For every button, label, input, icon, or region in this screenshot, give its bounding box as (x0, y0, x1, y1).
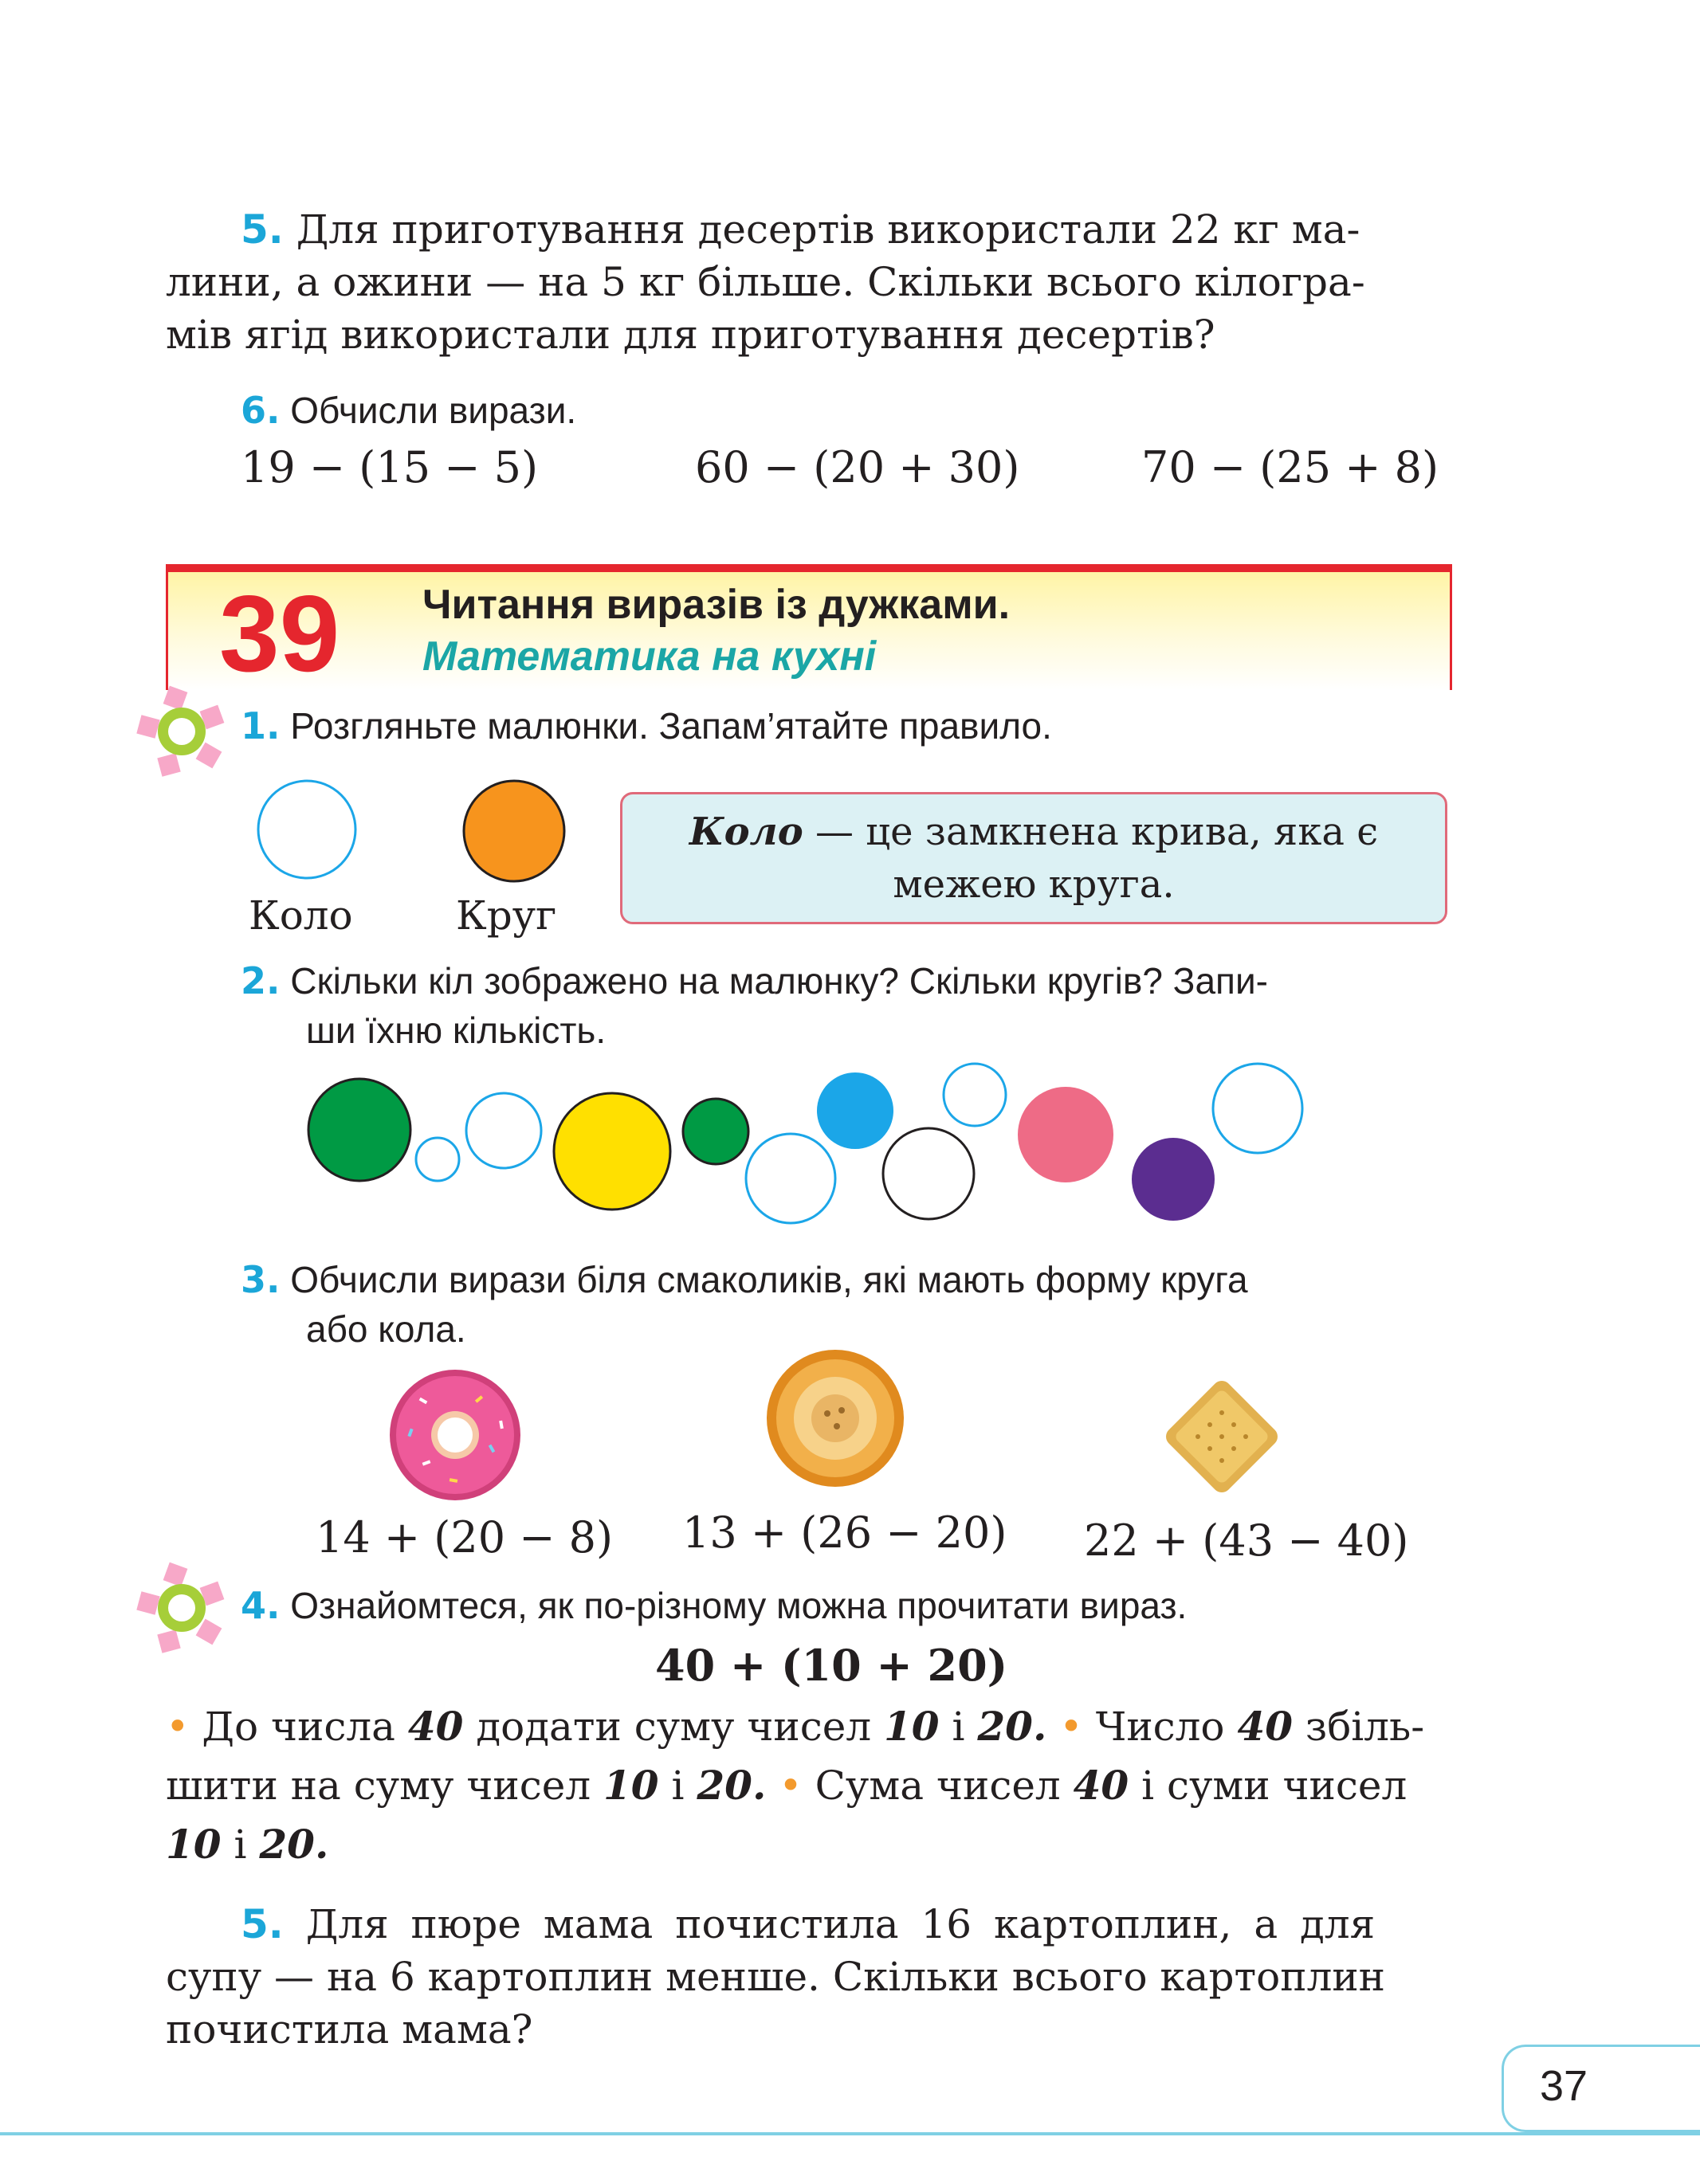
reading-text: і (939, 1704, 978, 1750)
rule-line-1 (622, 806, 1445, 858)
bun-expression: 13 + (26 − 20) (682, 1508, 1007, 1558)
donut-expression: 14 + (20 − 8) (316, 1512, 614, 1563)
donut-icon (387, 1367, 523, 1503)
green-disk (308, 1079, 410, 1181)
expression-3: 70 − (25 + 8) (1141, 442, 1439, 492)
blue-disk (817, 1072, 893, 1149)
bun-icon (764, 1347, 907, 1490)
pink-disk (1018, 1087, 1113, 1182)
task-5-line-1 (166, 1898, 1454, 1951)
circles-illustration (0, 1052, 1700, 1235)
page-number-tab (1502, 2045, 1700, 2132)
task-2-line-2: ши їхню кількість. (306, 1010, 607, 1051)
task-1 (241, 701, 1529, 751)
number-40: 40 (1237, 1703, 1294, 1750)
lesson-number: 39 (219, 573, 340, 694)
reading-text: шити на суму чисел (166, 1762, 603, 1809)
task-text: Обчисли вирази. (290, 390, 577, 431)
rule-text: — це замкнена крива, яка є (803, 810, 1379, 854)
reading-text: Сума чисел (802, 1762, 1074, 1809)
task-4-expression: 40 + (10 + 20) (655, 1640, 1008, 1691)
task-text: Для пюре мама почистила 16 картоплин, а для (305, 1901, 1376, 1947)
bullet: • (1059, 1704, 1083, 1750)
task-number: 2. (241, 959, 281, 1002)
purple-disk (1132, 1138, 1215, 1221)
reading-line-2 (166, 1756, 1454, 1815)
top-task-5 (166, 203, 1454, 361)
period: . (1032, 1703, 1047, 1750)
small-green-disk (683, 1099, 748, 1164)
rule-term: Коло (689, 810, 803, 854)
bullet: • (166, 1704, 190, 1750)
task-3-line-1 (241, 1255, 1452, 1304)
reading-text: і (658, 1762, 697, 1809)
task-3-line-2: або кола. (306, 1308, 466, 1350)
task-2 (241, 956, 1452, 1055)
reading-text: і суми чисел (1129, 1762, 1408, 1809)
expression-2: 60 − (20 + 30) (695, 442, 1020, 492)
top-task-5-line-2: лини, а ожини — на 5 кг більше. Скільки всього кілогра- (166, 259, 1365, 305)
period: . (752, 1762, 767, 1809)
number-10: 10 (166, 1821, 222, 1868)
number-20: 20 (697, 1762, 752, 1809)
expression-1: 19 − (15 − 5) (241, 442, 539, 492)
task-number: 5. (241, 206, 284, 253)
rule-line-2: межею круга. (893, 862, 1175, 907)
outline-circle (746, 1134, 835, 1223)
outline-circle (466, 1093, 541, 1168)
cracker-icon (1154, 1369, 1290, 1504)
lesson-title: Читання виразів із дужками. (422, 582, 1011, 628)
cracker-expression: 22 + (43 − 40) (1084, 1515, 1409, 1566)
task-5-line-3: почистила мама? (166, 2006, 533, 2053)
number-10: 10 (603, 1762, 659, 1809)
task-number: 1. (241, 704, 281, 747)
task-number: 3. (241, 1258, 281, 1301)
task-number: 4. (241, 1584, 281, 1627)
task-text: Розгляньте малюнки. Запам’ятайте правило. (290, 705, 1052, 747)
flower-icon (135, 685, 231, 781)
task-2-line-1 (241, 956, 1452, 1006)
reading-line-1 (166, 1697, 1454, 1756)
period: . (314, 1821, 329, 1868)
small-outline-circle (416, 1138, 459, 1181)
reading-line-3 (166, 1815, 1454, 1874)
outline-circle (1213, 1064, 1302, 1153)
reading-text: До числа (189, 1704, 408, 1750)
number-40: 40 (1073, 1762, 1129, 1809)
reading-text: додати суму чисел (463, 1704, 884, 1750)
number-40: 40 (407, 1703, 464, 1750)
reading-text: Число (1082, 1704, 1238, 1750)
lesson-subtitle: Математика на кухні (422, 633, 877, 680)
number-20: 20 (259, 1821, 315, 1868)
disk-label: Круг (456, 892, 557, 939)
bottom-rule (0, 2132, 1700, 2135)
number-10: 10 (884, 1703, 940, 1750)
task-5 (166, 1898, 1454, 2056)
black-outline-circle (883, 1128, 974, 1219)
task-text: Обчисли вирази біля смаколиків, які мають форму круга (290, 1259, 1248, 1300)
outline-circle (944, 1064, 1006, 1126)
circle-outline-icon (255, 778, 359, 881)
yellow-disk (554, 1093, 670, 1210)
task-text: Для приготування десертів використали 22 кг ма- (296, 206, 1360, 253)
page-number: 37 (1540, 2062, 1588, 2110)
task-text: Ознайомтеся, як по-різному можна прочитати вираз. (290, 1585, 1188, 1626)
task-3 (241, 1255, 1452, 1354)
filled-disk-icon (461, 778, 567, 884)
task-number: 6. (241, 389, 281, 432)
task-number: 5. (241, 1901, 284, 1947)
top-task-6 (166, 386, 1454, 435)
task-4 (241, 1581, 1452, 1630)
flower-icon (135, 1562, 231, 1657)
top-task-5-line-1 (166, 203, 1454, 256)
bullet: • (779, 1762, 803, 1809)
task-5-line-2: супу — на 6 картоплин менше. Скільки всього картоплин (166, 1954, 1386, 2000)
rule-box (620, 792, 1447, 924)
number-20: 20 (977, 1703, 1033, 1750)
reading-text: збіль- (1293, 1704, 1425, 1750)
reading-text: і (221, 1821, 260, 1868)
task-4-readings (166, 1697, 1454, 1874)
top-task-5-line-3: мів ягід використали для приготування десертів? (166, 312, 1215, 358)
circle-label: Коло (249, 892, 353, 939)
task-text: Скільки кіл зображено на малюнку? Скільки кругів? Запи- (290, 960, 1268, 1002)
